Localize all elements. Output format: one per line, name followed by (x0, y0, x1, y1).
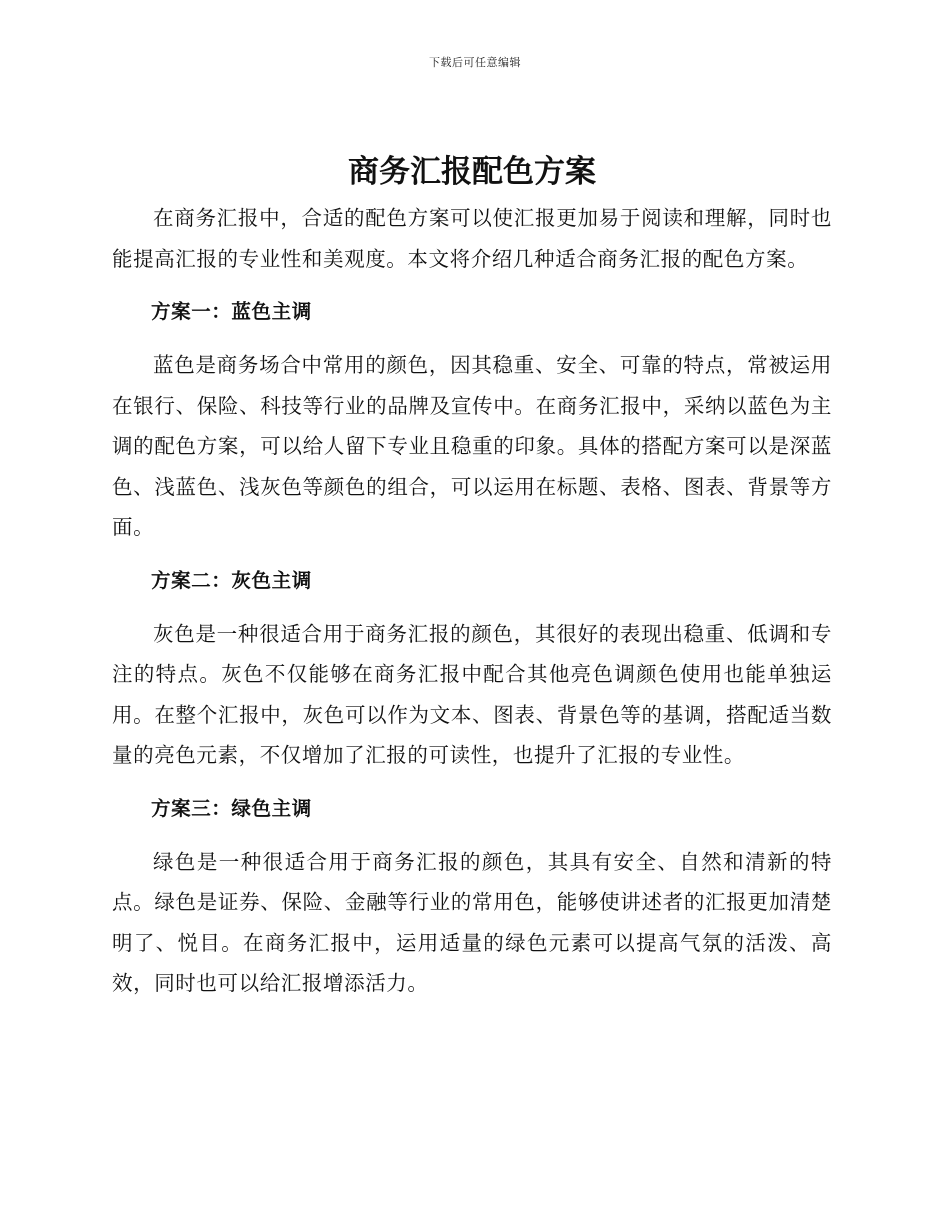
document-body (112, 148, 832, 1008)
section-body-blue: 蓝色是商务场合中常用的颜色，因其稳重、安全、可靠的特点，常被运用在银行、保险、科技等行业的品牌及宣传中。在商务汇报中，采纳以蓝色为主调的配色方案，可以给人留下专业且稳重的印象。具体的搭配方案可以是深蓝色、浅蓝色、浅灰色等颜色的组合，可以运用在标题、表格、图表、背景等方面。 (112, 353, 832, 539)
document-title: 商务汇报配色方案 (348, 154, 596, 190)
section-body-green: 绿色是一种很适合用于商务汇报的颜色，其具有安全、自然和清新的特点。绿色是证券、保险、金融等行业的常用色，能够使讲述者的汇报更加清楚明了、悦目。在商务汇报中，运用适量的绿色元素可以提高气氛的活泼、高效，同时也可以给汇报增添活力。 (112, 849, 832, 995)
section-gray (112, 563, 832, 776)
section-green (112, 791, 832, 1004)
section-heading-green: 方案三：绿色主调 (151, 796, 312, 820)
section-blue (112, 294, 832, 548)
header-note: 下载后可任意编辑 (429, 56, 521, 69)
intro-paragraph: 在商务汇报中，合适的配色方案可以使汇报更加易于阅读和理解，同时也能提高汇报的专业性和美观度。本文将介绍几种适合商务汇报的配色方案。 (112, 206, 832, 271)
section-heading-blue: 方案一：蓝色主调 (151, 300, 312, 323)
section-heading-gray: 方案二：灰色主调 (151, 568, 312, 592)
section-body-gray: 灰色是一种很适合用于商务汇报的颜色，其很好的表现出稳重、低调和专注的特点。灰色不仅能够在商务汇报中配合其他亮色调颜色使用也能单独运用。在整个汇报中，灰色可以作为文本、图表、背景色等的基调，搭配适当数量的亮色元素，不仅增加了汇报的可读性，也提升了汇报的专业性。 (112, 621, 832, 767)
